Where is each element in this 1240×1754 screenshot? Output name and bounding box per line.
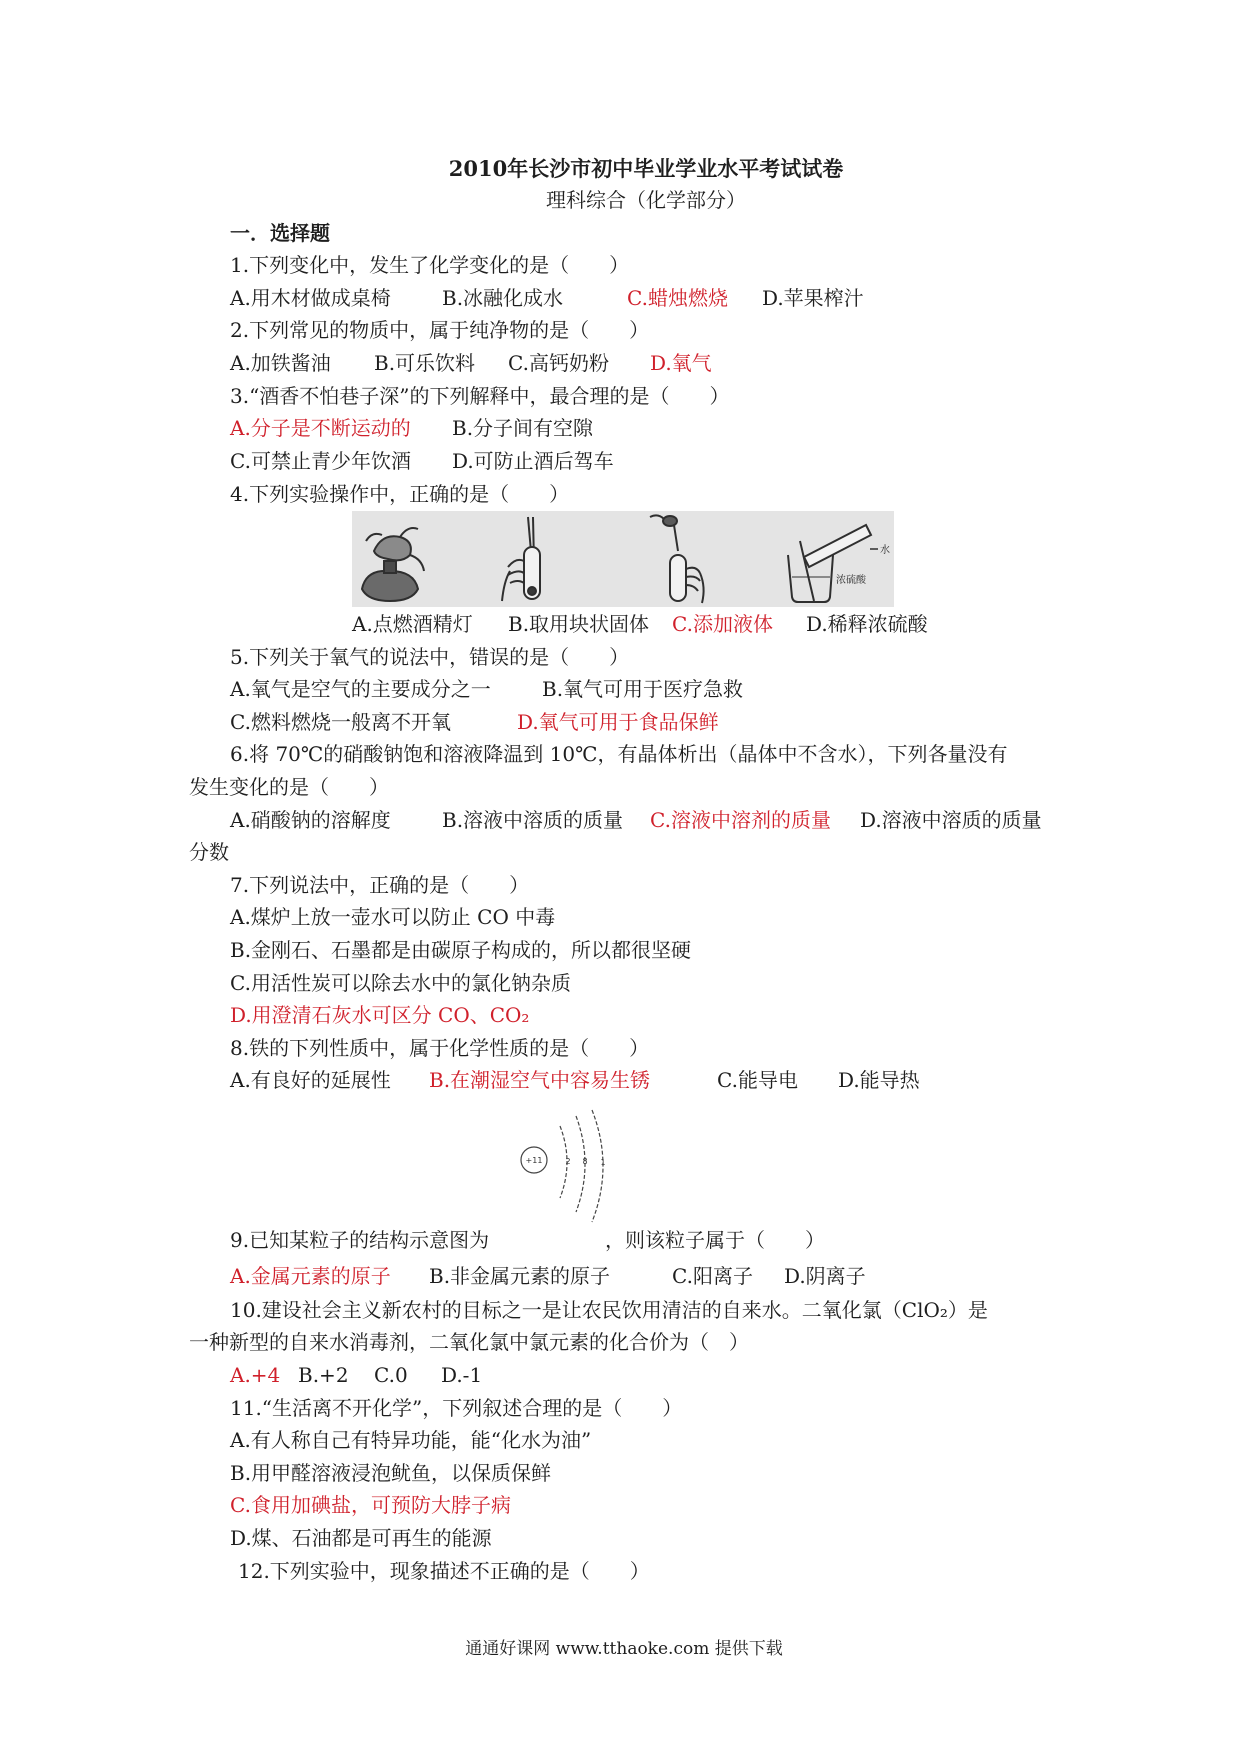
question-10-option-d: D.-1	[441, 1363, 483, 1387]
shell-1-electrons: 2	[565, 1157, 571, 1166]
question-2-option-d: D.氧气	[650, 351, 712, 375]
question-7-option-c: C.用活性炭可以除去水中的氯化钠杂质	[230, 971, 571, 995]
figure-label-water: 水	[880, 545, 890, 556]
question-9-option-b: B.非金属元素的原子	[429, 1264, 611, 1288]
question-7-option-b: B.金刚石、石墨都是由碳原子构成的，所以都很坚硬	[230, 938, 692, 962]
question-9-stem: 9.已知某粒子的结构示意图为	[230, 1228, 490, 1252]
question-7-option-d: D.用澄清石灰水可区分 CO、CO₂	[230, 1003, 530, 1027]
section-heading: 一．选择题	[230, 221, 330, 245]
question-5-option-d: D.氧气可用于食品保鲜	[517, 710, 719, 734]
question-9-option-c: C.阳离子	[672, 1264, 753, 1288]
question-3-option-a: A.分子是不断运动的	[230, 416, 411, 440]
question-2-option-c: C.高钙奶粉	[508, 351, 609, 375]
question-4-option-d: D.稀释浓硫酸	[806, 612, 928, 636]
question-10-option-a: A.+4	[230, 1363, 281, 1387]
page-subtitle: 理科综合（化学部分）	[546, 188, 746, 212]
question-6-stem-continued: 发生变化的是（ ）	[189, 775, 389, 799]
question-6-option-a: A.硝酸钠的溶解度	[230, 808, 391, 832]
question-9-option-a: A.金属元素的原子	[230, 1264, 391, 1288]
question-11-option-c: C.食用加碘盐，可预防大脖子病	[230, 1493, 511, 1517]
question-5-option-b: B.氧气可用于医疗急救	[542, 677, 744, 701]
question-4-option-b: B.取用块状固体	[508, 612, 650, 636]
question-10-option-b: B.+2	[298, 1363, 349, 1387]
question-7-option-a: A.煤炉上放一壶水可以防止 CO 中毒	[230, 905, 556, 929]
question-3-option-b: B.分子间有空隙	[452, 416, 594, 440]
question-6-option-d-continued: 分数	[189, 840, 229, 864]
question-6-option-c: C.溶液中溶剂的质量	[650, 808, 831, 832]
question-3-option-c: C.可禁止青少年饮酒	[230, 449, 411, 473]
page-title: 2010年长沙市初中毕业学业水平考试试卷	[448, 156, 844, 181]
question-1-option-a: A.用木材做成桌椅	[230, 286, 391, 310]
question-9-stem-continued: ，则该粒子属于（ ）	[605, 1228, 825, 1252]
question-1-option-c: C.蜡烛燃烧	[627, 286, 728, 310]
question-10-option-c: C.0	[374, 1363, 408, 1387]
question-2-option-a: A.加铁酱油	[230, 351, 331, 375]
question-4-stem: 4.下列实验操作中，正确的是（ ）	[230, 482, 570, 506]
question-1-stem: 1.下列变化中，发生了化学变化的是（ ）	[230, 253, 630, 277]
question-1-option-d: D.苹果榨汁	[762, 286, 864, 310]
page-footer: 通通好课网 www.tthaoke.com 提供下载	[465, 1639, 783, 1659]
question-2-option-b: B.可乐饮料	[374, 351, 476, 375]
question-6-option-d: D.溶液中溶质的质量	[860, 808, 1042, 832]
question-9-option-d: D.阴离子	[784, 1264, 866, 1288]
question-5-option-a: A.氧气是空气的主要成分之一	[230, 677, 491, 701]
figure-label-sulfuric-acid: 浓硫酸	[836, 575, 866, 586]
question-5-stem: 5.下列关于氧气的说法中，错误的是（ ）	[230, 645, 630, 669]
question-6-option-b: B.溶液中溶质的质量	[442, 808, 624, 832]
question-11-option-b: B.用甲醛溶液浸泡鱿鱼，以保质保鲜	[230, 1461, 552, 1485]
shell-2-electrons: 8	[582, 1157, 588, 1166]
question-10-stem-continued: 一种新型的自来水消毒剂，二氧化氯中氯元素的化合价为（ ）	[189, 1330, 749, 1354]
question-8-option-c: C.能导电	[717, 1068, 798, 1092]
question-11-option-d: D.煤、石油都是可再生的能源	[230, 1526, 492, 1550]
question-8-option-b: B.在潮湿空气中容易生锈	[429, 1068, 651, 1092]
question-3-option-d: D.可防止酒后驾车	[452, 449, 614, 473]
question-2-stem: 2.下列常见的物质中，属于纯净物的是（ ）	[230, 318, 650, 342]
question-4-option-a: A.点燃酒精灯	[352, 612, 473, 636]
question-8-option-a: A.有良好的延展性	[230, 1068, 391, 1092]
question-11-stem: 11.“生活离不开化学”，下列叙述合理的是（ ）	[230, 1396, 683, 1420]
question-10-stem: 10.建设社会主义新农村的目标之一是让农民饮用清洁的自来水。二氧化氯（ClO₂）是	[230, 1298, 988, 1322]
question-6-stem: 6.将 70℃的硝酸钠饱和溶液降温到 10℃，有晶体析出（晶体中不含水），下列各量没有	[230, 742, 1008, 766]
question-7-stem: 7.下列说法中，正确的是（ ）	[230, 873, 530, 897]
question-1-option-b: B.冰融化成水	[442, 286, 564, 310]
question-11-option-a: A.有人称自己有特异功能，能“化水为油”	[230, 1428, 592, 1452]
atom-structure-diagram	[508, 1108, 620, 1226]
question-8-stem: 8.铁的下列性质中，属于化学性质的是（ ）	[230, 1036, 650, 1060]
question-12-stem: 12.下列实验中，现象描述不正确的是（ ）	[238, 1559, 650, 1583]
shell-3-electrons: 1	[600, 1158, 606, 1167]
question-3-stem: 3.“酒香不怕巷子深”的下列解释中，最合理的是（ ）	[230, 384, 730, 408]
lab-operations-figure	[352, 511, 894, 607]
question-4-option-c: C.添加液体	[672, 612, 773, 636]
question-5-option-c: C.燃料燃烧一般离不开氧	[230, 710, 451, 734]
question-8-option-d: D.能导热	[838, 1068, 920, 1092]
nucleus-charge: +11	[525, 1156, 543, 1165]
